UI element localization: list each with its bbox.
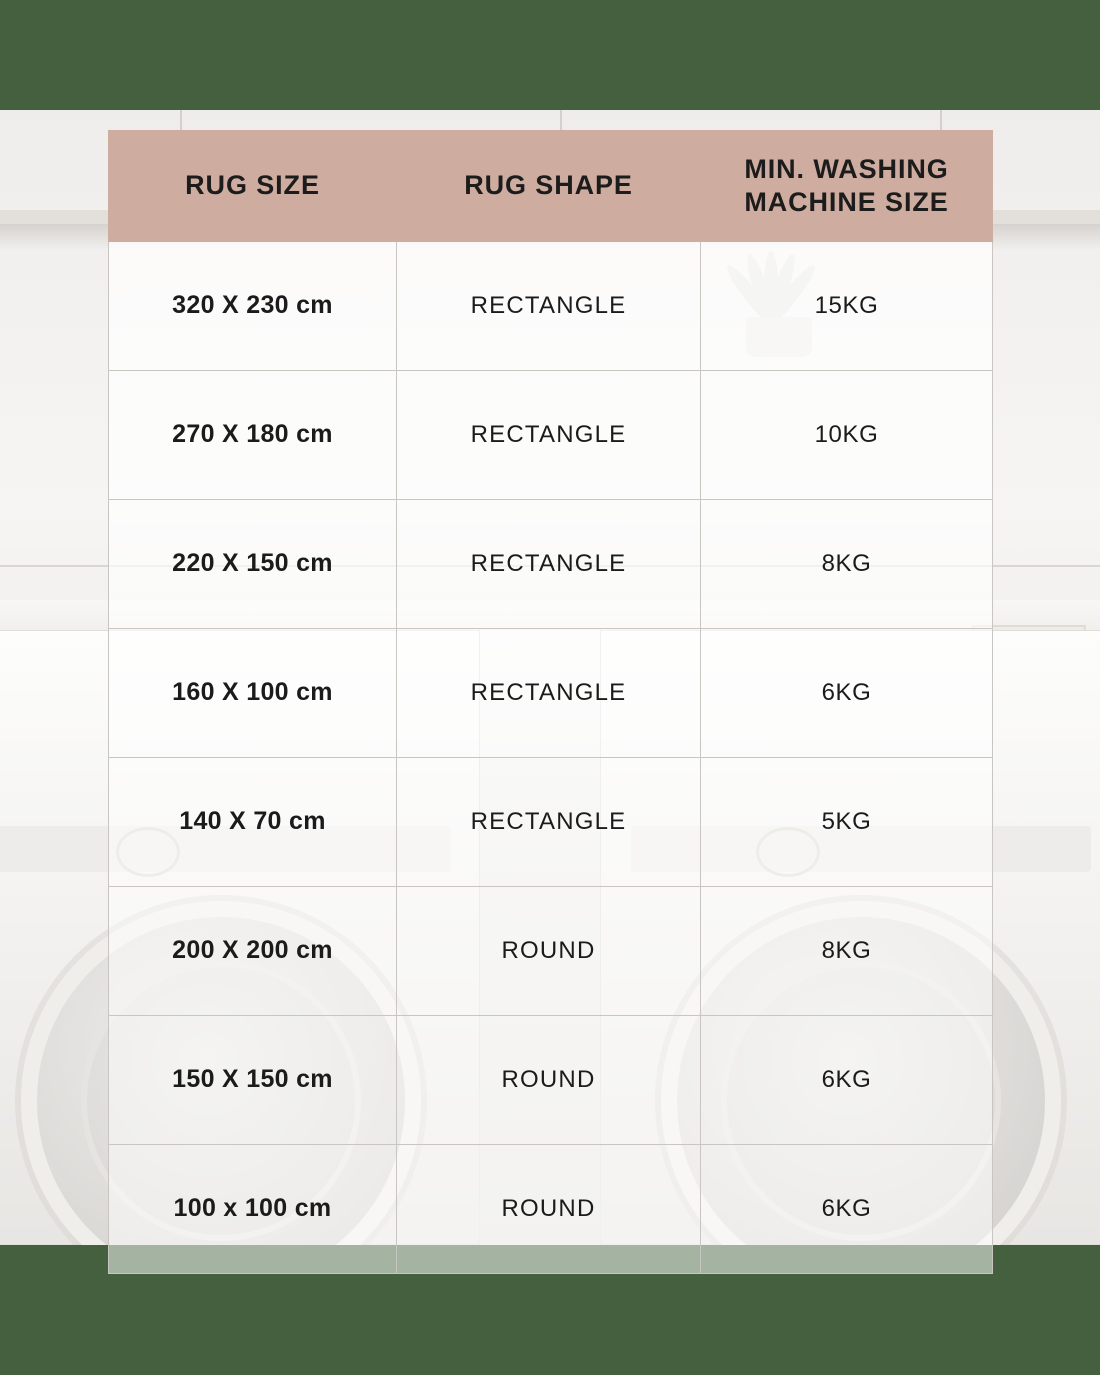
cell-rug-size: 200 X 200 cm [109,886,397,1015]
cell-rug-shape: RECTANGLE [397,628,701,757]
cell-rug-shape: RECTANGLE [397,241,701,370]
table-row [109,628,993,757]
rug-size-table [108,130,993,1274]
cell-rug-size: 270 X 180 cm [109,370,397,499]
cell-rug-size: 220 X 150 cm [109,499,397,628]
cell-rug-shape: ROUND [397,1144,701,1273]
cell-rug-shape: ROUND [397,1015,701,1144]
table-row [109,886,993,1015]
column-header-rug-shape: RUG SHAPE [397,131,701,242]
table-header [109,131,993,242]
cell-rug-shape: RECTANGLE [397,499,701,628]
header-row [109,131,993,242]
table-row [109,241,993,370]
cell-machine-size: 10KG [701,370,993,499]
column-header-min-washing-machine-size: MIN. WASHING MACHINE SIZE [701,131,993,242]
cell-machine-size: 6KG [701,1015,993,1144]
table-row [109,1015,993,1144]
column-header-rug-size: RUG SIZE [109,131,397,242]
cell-machine-size: 8KG [701,499,993,628]
cell-rug-size: 320 X 230 cm [109,241,397,370]
cell-rug-size: 160 X 100 cm [109,628,397,757]
cell-rug-size: 140 X 70 cm [109,757,397,886]
table-row [109,370,993,499]
cell-rug-size: 100 x 100 cm [109,1144,397,1273]
cell-machine-size: 6KG [701,1144,993,1273]
table-body [109,241,993,1273]
cell-machine-size: 8KG [701,886,993,1015]
table-row [109,499,993,628]
cell-rug-shape: RECTANGLE [397,757,701,886]
rug-size-table-container [108,130,992,1274]
cell-rug-shape: RECTANGLE [397,370,701,499]
table-row [109,757,993,886]
cell-machine-size: 15KG [701,241,993,370]
cell-machine-size: 5KG [701,757,993,886]
cell-machine-size: 6KG [701,628,993,757]
cell-rug-shape: ROUND [397,886,701,1015]
cell-rug-size: 150 X 150 cm [109,1015,397,1144]
table-row [109,1144,993,1273]
